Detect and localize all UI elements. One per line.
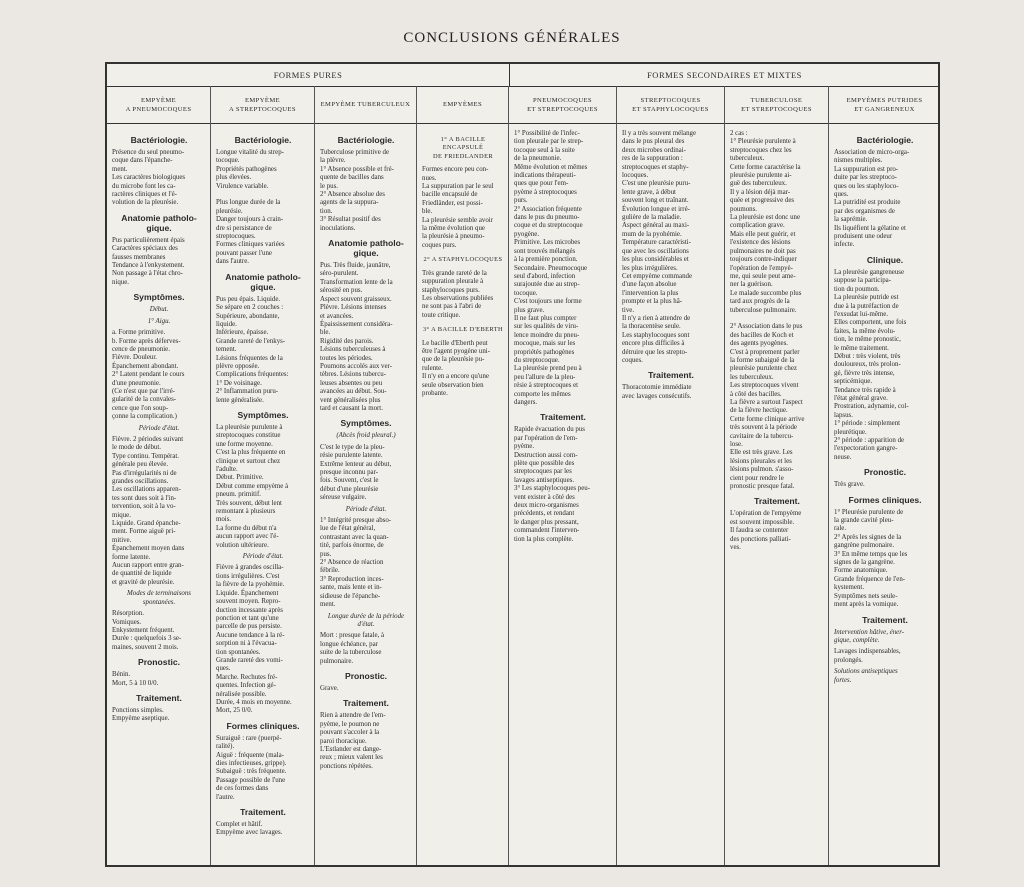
column-body [509,124,616,544]
column-header: EMPYÈME TUBERCULEUX [315,86,416,124]
column-body [617,124,724,401]
section-heading: Formes cliniques. [848,494,922,505]
section-heading: Traitement. [862,614,908,625]
cell-text: Thoracotomie immédiate avec lavages consécutifs. [622,384,692,400]
cell-text: Présence du seul pneumo- coque dans l'épanche- ment. Les caractères biologiques du microbe font les ca- ractères cliniques et l'é- volution de la pleurésie. [112,149,186,207]
subsection-heading: 1° A BACILLE ENCAPSULÉ DE FRIEDLANDER [432,136,494,160]
column-empyemas [417,86,509,865]
italic-note: 1° Aigu. [147,317,171,325]
column-tuberculous [315,86,417,865]
summary-table [105,62,940,867]
subsection-heading: 2° A STAPHYLOCOQUES [423,256,503,264]
column-header: PNEUMOCOQUES ET STREPTOCOQUES [509,86,616,124]
cell-text: Association de micro-orga- nismes multiples. La suppuration est pro- duite par les streptoco- ques ou les staphyloco- ques. La putridité est produite par des organismes de la saprémie. Ils liquéfient la gélatine et produisent une odeur infecte. [834,149,910,249]
column-putrid-gangrenous [829,86,940,865]
column-body [211,124,314,838]
cell-text: 1° Pleurésie purulente de la grande cavité pleu- rale. 2° Après les signes de la gangrène pulmonaire. 3° En même temps que les signes de la gangrène. Forme anatomique. Grande fréquence de l'en- kystement. Symptômes nets seule- ment après la vomique. [834,508,908,609]
cell-text: Ponctions simples. Empyème aseptique. [112,706,170,723]
column-header: EMPYÈME A STREPTOCOQUES [211,86,314,124]
cell-text: Il y a très souvent mélange dans le pus pleural des deux microbes ordinai- res de la suppuration : streptocoques et staphy- locoques. C'est une pleurésie puru- lente grave, à début souvent long et traînant. Évolution longue et irré- gulière de la maladie. Aspect général au maxi- mum de la pyohémie. Température caractéristi- que avec les oscillations les plus considérables et les plus irrégulières. Cet empyème commande d'une façon absolue l'intervention la plus prompte et la plus hâ- tive. Il n'y a rien à attendre de la thoracentèse seule. Les staphylocoques sont encore plus difficiles à détruire que les strepto- coques. [622,130,697,364]
section-heading: Traitement. [136,692,182,703]
column-tuberculosis-strepto [725,86,829,865]
section-heading: Traitement. [754,496,800,507]
section-heading: Traitement. [240,807,286,818]
section-heading: Anatomie patholo- gique. [328,238,404,259]
section-heading: Anatomie patholo- gique. [225,271,301,292]
column-strepto-staphylo [617,86,725,865]
column-body [315,124,416,771]
cell-text: Rapide évacuation du pus par l'opération de l'em- pyème. Destruction aussi com- plète que possible des streptocoques par les lavages antiseptiques. 3° Les staphylocoques peu- vent exister à côté des deux micro-organismes précédents, et rendant le danger plus pressant, commandent l'interven- tion la plus complète. [514,426,591,543]
cell-text: Très grave. [834,481,865,489]
column-pneumococcal [107,86,211,865]
italic-note: Longue durée de la période d'état. [327,612,405,628]
cell-text: Pus. Très fluide, jaunâtre, séro-purulent. Transformation lente de la sérosité en pus. Aspect souvent graisseux. Plèvre. Lésions intenses et avancées. Épaississement considéra- ble. Rigidité des parois. Lésions tuberculeuses à toutes les périodes. Poumons accolés aux ver- tèbres. Lésions tubercu- leuses absentes ou peu avancées au début. Sou- vent généralisées plus tard et causant la mort. [320,262,393,412]
section-heading: Symptômes. [133,292,185,303]
column-header: EMPYÈME A PNEUMOCOQUES [107,86,210,124]
italic-note: Période d'état. [242,553,284,561]
column-header: EMPYÈMES PUTRIDES ET GANGRENEUX [829,86,940,124]
section-heading: Bactériologie. [130,135,188,145]
cell-text: Résorption. Vomiques. Enkystement fréquent. Durée : quelquefois 3 se- maines, souvent 2 mois. [112,610,182,651]
column-pneumo-strepto [509,86,617,865]
cell-text: Pus particulièrement épais Caractères spéciaux des fausses membranes Tendance à l'enkystement. Non passage à l'état chro- nique. [112,236,185,286]
column-header: EMPYÈMES [417,86,508,124]
cell-text: Le bacille d'Eberth peut être l'agent pyogène uni- que de la pleurésie pu- rulente. Il n'y en a encore qu'une seule observation bien probante. [422,339,491,397]
cell-text: Pus peu épais. Liquide. Se sépare en 2 couches : Supérieure, abondante, liquide. Inférieure, épaisse. Grande rareté de l'enkys- tement. Lésions fréquentes de la plèvre opposée. Complications fréquentes: 1° De voisinage. 2° Inflammation puru- lente généralisée. [216,295,289,404]
italic-note: Période d'état. [345,505,387,513]
cell-text: Bénin. Mort, 5 à 10 0/0. [112,671,159,687]
cell-text: Rien à attendre de l'em- pyème, le poumon ne pouvant s'accoler à la paroi thoracique. L'Estlander est dange- reux ; mieux valent les ponctions répétées. [320,712,386,770]
cell-text: 2 cas : 1° Pleurésie purulente à streptocoques chez les tuberculeux. Cette forme caractérise la pleurésie purulente ai- guë des tuberculeux. Il y a lésion déjà mar- quée et progressive des poumons. La pleurésie est donc une complication grave. Mais elle peut guérir, et l'existence des lésions pulmonaires ne doit pas toujours contre-indiquer l'opération de l'empyè- me, qui seule peut ame- ner la guérison. Le malade succombe plus tard aux progrès de la tuberculose pulmonaire. 2° Association dans le pus des bacilles de Koch et des agents pyogènes. C'est à proprement parler la forme subaiguë de la pleurésie purulente chez les tuberculeux. Les streptocoques vivent à côté des bacilles. La fièvre a surtout l'aspect de la fièvre hectique. Cette forme clinique arrive très souvent à la période cavitaire de la tubercu- lose. Elle est très grave. Les lésions pleurales et les lésions pulmon. s'asso- cient pour rendre le pronostic presque fatal. [730,130,805,491]
cell-text: Très grande rareté de la suppuration pleurale à staphylocoques purs. Les observations publiées ne sont pas à l'abri de toute critique. [422,269,494,319]
cell-text: Grave. [320,684,339,692]
cell-text: Tuberculose primitive de la plèvre. 1° Absence possible et fré- quente de bacilles dans le pus. 2° Absence absolue des agents de la suppura- tion. 3° Résultat positif des inoculations. [320,149,394,232]
italic-note: Début. [149,306,169,314]
cell-text: Suraiguë : rare (puerpé- ralité). Aiguë : fréquente (mala- dies infectieuses, grippe). Subaiguë : très fréquente. Passage possible de l'une de ces formes dans l'autre. [216,734,287,801]
subsection-heading: 3° A BACILLE D'EBERTH [422,326,504,334]
section-heading: Bactériologie. [337,135,395,145]
group-header-pure-forms: FORMES PURES [107,64,510,87]
section-heading: Anatomie patholo- gique. [121,212,197,233]
cell-text: Longue vitalité du strep- tocoque. Propriétés pathogènes plus élevées. Virulence variable. Plus longue durée de la pleurésie. Danger toujours à crain- dre si persistance de streptocoques. Formes cliniques variées pouvant passer l'une dans l'autre. [216,149,285,266]
italic-note: Période d'état. [138,424,180,432]
column-body [417,124,508,398]
cell-text: La pleurésie gangreneuse suppose la participa- tion du poumon. La pleurésie putride est due à la putréfaction de l'exsudat lui-même. Elles comportent, une fois faites, la même évolu- tion, le même pronostic, le même traitement. Début : très violent, très douloureux, très prolon- gé, fièvre très intense, septicémique. Tendance très rapide à l'état général grave. Prostration, adynamie, col- lapsus. 1° période : simplement pleurétique. 2° période : apparition de l'expectoration gangre- neuse. [834,268,909,461]
italic-note: Solutions antiseptiques fortes. [834,668,898,684]
page-title: CONCLUSIONS GÉNÉRALES [403,30,621,46]
section-heading: Clinique. [866,254,904,265]
cell-text: C'est le type de la pleu- résie purulente latente. Extrême lenteur au début, presque inconnu par- fois. Souvent, c'est le début d'une pleurésie séreuse vulgaire. [320,443,392,502]
section-heading: Formes cliniques. [226,720,300,731]
column-body [829,124,940,685]
cell-text: Fièvre. 2 périodes suivant le mode de début. Type continu. Températ. générale peu élevée. Pas d'irrégularités ni de grandes oscillations. Les oscillations apparen- tes sont dues soit à l'in- tervention, soit à la vo- mique. Liquide. Grand épanche- ment. Forme aiguë pri- mitive. Épanchement moyen dans forme latente. Aucun rapport entre gran- de quantité de liquide et gravité de pleurésie. [112,435,185,586]
section-heading: Traitement. [540,412,586,423]
section-heading: Pronostic. [863,467,907,478]
cell-text: Lavages indispensables, prolongés. [834,648,901,664]
section-heading: Traitement. [648,370,694,381]
cell-text: La pleurésie purulente à streptocoques constitue une forme moyenne. C'est la plus fréquente en clinique et surtout chez l'adulte. Début. Primitive. Début comme empyème à pneum. primitif. Très souvent, début lent remontant à plusieurs mois. La forme du début n'a aucun rapport avec l'é- volution ultérieure. [216,423,289,549]
italic-note: Modes de terminaisons spontanées. [127,590,191,606]
section-heading: Bactériologie. [856,135,914,145]
column-body [107,124,210,724]
cell-text: Fièvre à grandes oscilla- tions irrégulières. C'est la fièvre de la pyohémie. Liquide. Épanchement souvent moyen. Repro- duction incessante après ponction et tant qu'une parcelle de pus persiste. Aucune tendance à la ré- sorption ni à l'évacua- tion spontanées. Grande rareté des vomi- ques. Marche. Rechutes fré- quentes. Infection gé- néralisée possible. Durée, 4 mois en moyenne. Mort, 25 0/0. [216,564,292,715]
section-heading: Symptômes. [340,418,392,429]
column-streptococcal [211,86,315,865]
cell-text: Mort : presque fatale, à longue échéance, par suite de la tuberculose pulmonaire. [320,632,385,665]
section-heading: Bactériologie. [234,135,292,145]
column-body [725,124,828,553]
italic-note: (Abcès froid pleural.) [336,432,396,440]
cell-text: Complet et hâtif. Empyème avec lavages. [216,821,283,837]
section-heading: Symptômes. [237,409,289,420]
cell-text: L'opération de l'empyème est souvent impossible. Il faudra se contenter des ponctions palliati- ves. [730,510,802,552]
section-heading: Traitement. [343,698,389,709]
section-heading: Pronostic. [344,670,388,681]
column-header: STREPTOCOQUES ET STAPHYLOCOQUES [617,86,724,124]
section-heading: Pronostic. [137,657,181,668]
cell-text: 1° Intégrité presque abso- lue de l'état général, contrastant avec la quan- tité, parfois énorme, de pus. 2° Absence de réaction fébrile. 3° Reproduction inces- sante, mais lente et in- sidieuse de l'épanche- ment. [320,517,392,609]
group-header-mixed-forms: FORMES SECONDAIRES ET MIXTES [509,64,940,87]
cell-text: Formes encore peu con- nues. La suppuration par le seul bacille encapsulé de Friedländer, est possi- ble. La pleurésie semble avoir la même évolution que la pleurésie à pneumo- coques purs. [422,166,494,249]
italic-note: Intervention hâtive, éner- gique, complète. [834,628,905,644]
cell-text: a. Forme primitive. b. Forme après déferves- cence de pneumonie. Fièvre. Douleur. Épanchement abondant. 2° Latent pendant le cours d'une pneumonie. (Ce n'est que par l'irré- gularité de la convales- cence que l'on soup- çonne la complication.) [112,329,185,421]
cell-text: 1° Possibilité de l'infec- tion pleurale par le strep- tocoque seul à la suite de la pneumonie. Même évolution et mêmes indications thérapeuti- ques que pour l'em- pyème à streptocoques purs. 2° Association fréquente dans le pus du pneumo- coque et du streptocoque pyogène. Primitive. Les microbes sont trouvés mélangés à la première ponction. Secondaire. Pneumocoque seul d'abord, infection surajoutée due au strep- tocoque. C'est toujours une forme plus grave. Il ne faut plus compter sur les qualités de viru- lence moindre du pneu- mocoque, mais sur les propriétés pathogènes du streptocoque. La pleurésie prend peu à peu l'allure de la pleu- résie à streptocoques et comporte les mêmes dangers. [514,130,588,406]
column-header: TUBERCULOSE ET STREPTOCOQUES [725,86,828,124]
